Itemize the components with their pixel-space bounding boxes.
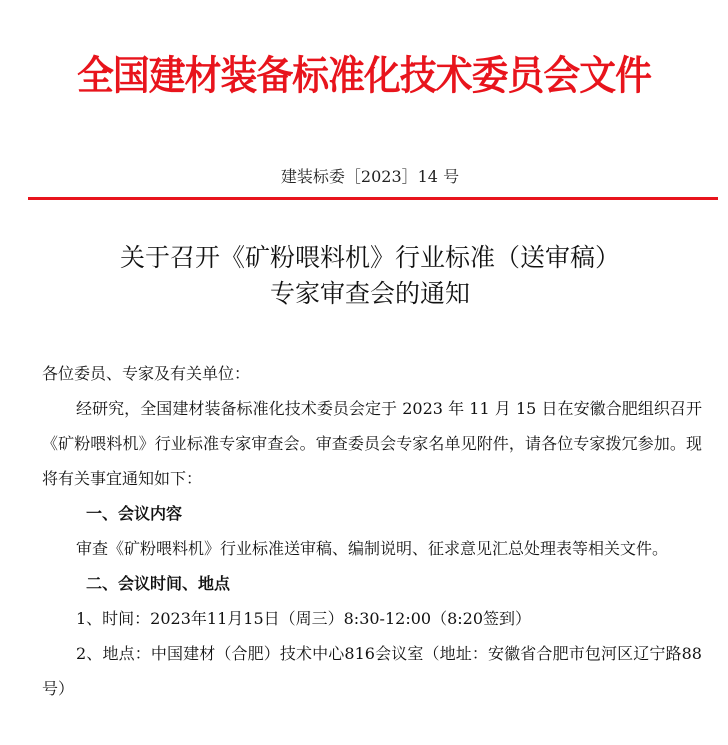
intro-paragraph: 经研究，全国建材装备标准化技术委员会定于 2023 年 11 月 15 日在安徽合肥组织召开《矿粉喂料机》行业标准专家审查会。审查委员会专家名单见附件，请各位专家拨冗参加。现将有关事宜通知如下： — [42, 399, 702, 488]
document-title — [0, 240, 728, 312]
document-masthead: 全国建材装备标准化技术委员会文件 — [76, 53, 652, 99]
section-2-heading: 二、会议时间、地点 — [86, 574, 231, 593]
meeting-place-item: 2、地点：中国建材（合肥）技术中心816会议室（地址：安徽省合肥市包河区辽宁路88号） — [42, 644, 702, 698]
document-number: 建装标委［2023］14 号 — [280, 167, 460, 186]
salutation: 各位委员、专家及有关单位： — [42, 364, 251, 383]
title-line-2: 专家审查会的通知 — [269, 279, 470, 308]
title-line-1: 关于召开《矿粉喂料机》行业标准（送审稿） — [119, 243, 620, 272]
section-1-text: 审查《矿粉喂料机》行业标准送审稿、编制说明、征求意见汇总处理表等相关文件。 — [76, 539, 669, 558]
document-body — [42, 356, 702, 706]
meeting-time-item: 1、时间：2023年11月15日（周三）8:30-12:00（8:20签到） — [76, 609, 531, 628]
red-divider-line — [28, 197, 718, 200]
section-1-heading: 一、会议内容 — [86, 504, 183, 523]
